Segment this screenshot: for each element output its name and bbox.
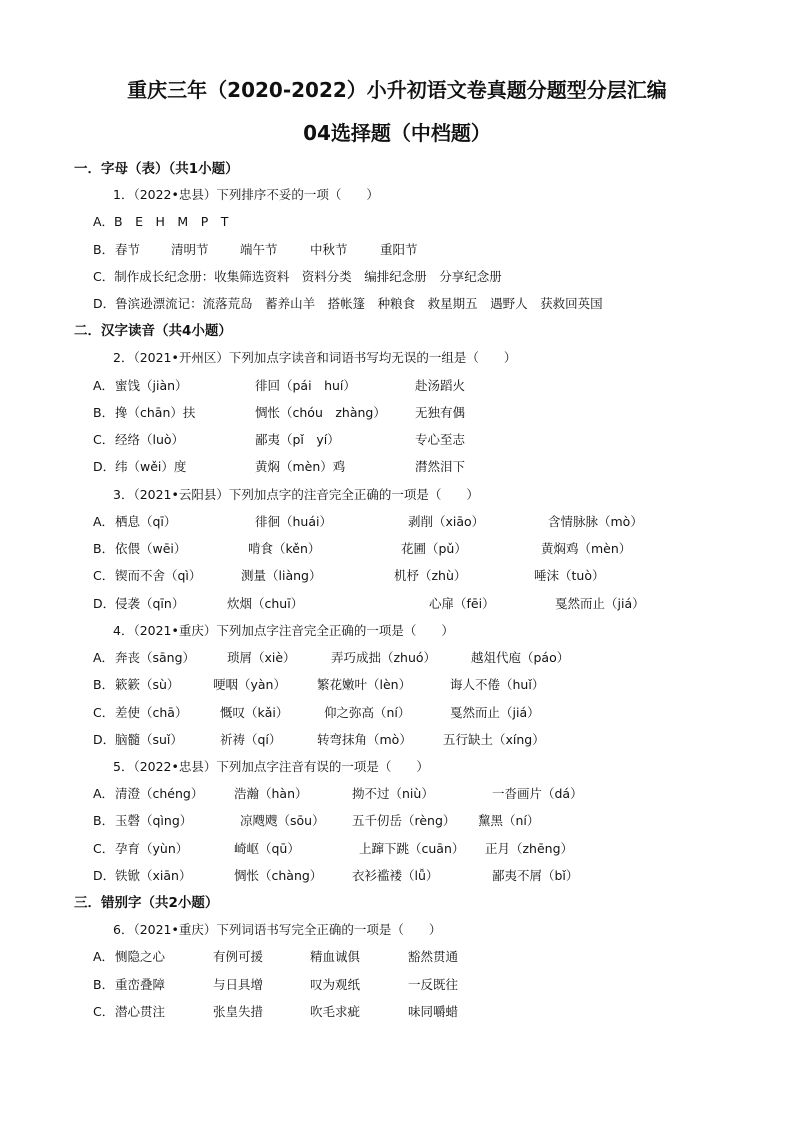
option-item: 清明节 xyxy=(171,242,209,257)
option-item: 与日具增 xyxy=(213,977,264,992)
option-item: 炊烟（chuī） xyxy=(227,596,304,611)
option-item: 鄙夷（pǐ yí） xyxy=(255,432,340,447)
option-d xyxy=(93,595,713,613)
option-label: C． xyxy=(93,705,115,720)
option-a xyxy=(93,377,713,395)
option-b xyxy=(93,540,713,558)
option-item: 黄焖鸡（mèn） xyxy=(541,541,632,556)
option-item: 戛然而止（jiá） xyxy=(450,705,540,720)
option-a xyxy=(93,649,713,667)
option-item: 专心至志 xyxy=(415,432,466,447)
option-item: 中秋节 xyxy=(310,242,348,257)
option-item: 上蹿下跳（cuān） xyxy=(359,841,465,856)
option-label: A． xyxy=(93,378,115,393)
option-item: 崎岖（qū） xyxy=(234,841,300,856)
option-item: 惆怅（chàng） xyxy=(234,868,323,883)
option-item: 惆怅（chóu zhàng） xyxy=(255,405,386,420)
option-item: 祈祷（qí） xyxy=(220,732,282,747)
question-stem: 6．（2021•重庆）下列词语书写完全正确的一项是（ ） xyxy=(113,922,442,937)
option-item: 拗不过（niù） xyxy=(352,786,434,801)
option-label: B． xyxy=(93,405,115,420)
option-item: 心扉（fēi） xyxy=(429,596,495,611)
option-item: 张皇失措 xyxy=(213,1004,264,1019)
option-item: 恻隐之心 xyxy=(115,949,166,964)
option-c xyxy=(93,840,713,858)
option-item: 叹为观纸 xyxy=(310,977,361,992)
option-item: 繁花嫩叶（lèn） xyxy=(317,677,412,692)
option-item: 重阳节 xyxy=(380,242,418,257)
option-item: 玉磬（qìng） xyxy=(115,813,193,828)
option-item: 徘徊（huái） xyxy=(255,514,332,529)
section-heading: 一．字母（表）（共1小题） xyxy=(74,161,239,177)
option-item: 哽咽（yàn） xyxy=(213,677,286,692)
option-item: 五千仞岳（rèng） xyxy=(352,813,456,828)
option-item: 转弯抹角（mò） xyxy=(317,732,412,747)
option-item: 一沓画片（dá） xyxy=(492,786,583,801)
option-item: 春节 xyxy=(115,242,141,257)
option-item: 凉飕飕（sōu） xyxy=(240,813,325,828)
option-label: C． xyxy=(93,568,115,583)
option-item: 仰之弥高（ní） xyxy=(324,705,411,720)
option-item: 潜心贯注 xyxy=(115,1004,166,1019)
question-stem: 3．（2021•云阳县）下列加点字的注音完全正确的一项是（ ） xyxy=(113,487,479,502)
option-b xyxy=(93,676,713,694)
option-b xyxy=(93,404,713,422)
option-item: 清澄（chéng） xyxy=(115,786,204,801)
option-item: 栖息（qī） xyxy=(115,514,177,529)
option-item: 琐屑（xiè） xyxy=(227,650,296,665)
option-item: 啃食（kěn） xyxy=(248,541,321,556)
section-heading: 二．汉字读音（共4小题） xyxy=(74,323,232,339)
option-label: B． xyxy=(93,541,115,556)
option-c xyxy=(93,704,713,722)
option-item: 潸然泪下 xyxy=(415,459,466,474)
option-label: A． xyxy=(93,949,115,964)
option-item: 侵袭（qīn） xyxy=(115,596,185,611)
option-item: 有例可援 xyxy=(213,949,264,964)
option-label: C．制作成长纪念册：收集筛选资料 资料分类 编排纪念册 分享纪念册 xyxy=(93,269,502,284)
question-stem: 2．（2021•开州区）下列加点字读音和词语书写均无误的一组是（ ） xyxy=(113,350,517,365)
option-item: 戛然而止（jiá） xyxy=(555,596,645,611)
option-label: A． xyxy=(93,514,115,529)
option-label: B． xyxy=(93,242,115,257)
option-item: 赴汤蹈火 xyxy=(415,378,466,393)
option-label: C． xyxy=(93,1004,115,1019)
option-item: 诲人不倦（huǐ） xyxy=(450,677,545,692)
option-item: 一反既往 xyxy=(408,977,459,992)
option-item: 脑髓（suǐ） xyxy=(115,732,183,747)
option-label: B． xyxy=(93,677,115,692)
option-item: 精血诚俱 xyxy=(310,949,361,964)
option-item: 黄焖（mèn）鸡 xyxy=(255,459,346,474)
option-d xyxy=(93,731,713,749)
option-item: 剥削（xiāo） xyxy=(408,514,485,529)
option-item: 依偎（wēi） xyxy=(115,541,187,556)
option-item: 味同嚼蜡 xyxy=(408,1004,459,1019)
option-item: 含情脉脉（mò） xyxy=(548,514,643,529)
option-a xyxy=(93,785,713,803)
option-c xyxy=(93,1003,713,1021)
option-label: B． xyxy=(93,977,115,992)
option-c xyxy=(93,268,713,286)
option-b xyxy=(93,241,713,259)
option-item: 越俎代庖（páo） xyxy=(471,650,570,665)
option-label: D．鲁滨逊漂流记：流落荒岛 蓄养山羊 搭帐篷 种粮食 救星期五 遇野人 获救回英国 xyxy=(93,296,603,311)
option-item: 差使（chā） xyxy=(115,705,188,720)
option-label: A．B E H M P T xyxy=(93,214,229,229)
option-c xyxy=(93,431,713,449)
option-item: 豁然贯通 xyxy=(408,949,459,964)
option-a xyxy=(93,513,713,531)
option-item: 锲而不舍（qì） xyxy=(115,568,202,583)
option-item: 弄巧成拙（zhuó） xyxy=(331,650,437,665)
option-item: 无独有偶 xyxy=(415,405,466,420)
option-label: D． xyxy=(93,868,116,883)
option-label: A． xyxy=(93,650,115,665)
option-item: 浩瀚（hàn） xyxy=(234,786,308,801)
question-stem: 1．（2022•忠县）下列排序不妥的一项（ ） xyxy=(113,187,379,202)
question-stem: 5．（2022•忠县）下列加点字注音有误的一项是（ ） xyxy=(113,759,429,774)
option-item: 孕育（yùn） xyxy=(115,841,189,856)
option-item: 黧黑（ní） xyxy=(478,813,540,828)
option-label: D． xyxy=(93,596,116,611)
option-b xyxy=(93,812,713,830)
option-item: 铁锨（xiān） xyxy=(115,868,192,883)
option-label: D． xyxy=(93,732,116,747)
option-a xyxy=(93,948,713,966)
option-item: 慨叹（kǎi） xyxy=(220,705,289,720)
option-item: 衣衫褴褛（lǚ） xyxy=(352,868,439,883)
option-item: 吹毛求疵 xyxy=(310,1004,361,1019)
option-item: 花圃（pǔ） xyxy=(401,541,467,556)
option-d xyxy=(93,458,713,476)
option-item: 奔丧（sāng） xyxy=(115,650,196,665)
option-item: 搀（chān）扶 xyxy=(115,405,196,420)
option-item: 端午节 xyxy=(240,242,278,257)
option-item: 簌簌（sù） xyxy=(115,677,180,692)
option-item: 蜜饯（jiàn） xyxy=(115,378,188,393)
option-b xyxy=(93,976,713,994)
option-item: 徘回（pái huí） xyxy=(255,378,356,393)
document-subtitle: 04选择题（中档题） xyxy=(303,121,491,145)
option-d xyxy=(93,867,713,885)
option-label: A． xyxy=(93,786,115,801)
document-title: 重庆三年（2020-2022）小升初语文卷真题分题型分层汇编 xyxy=(127,78,667,102)
option-label: C． xyxy=(93,841,115,856)
question-stem: 4．（2021•重庆）下列加点字注音完全正确的一项是（ ） xyxy=(113,623,454,638)
option-label: B． xyxy=(93,813,115,828)
option-item: 正月（zhēng） xyxy=(485,841,574,856)
option-label: D． xyxy=(93,459,116,474)
option-label: C． xyxy=(93,432,115,447)
option-item: 机杼（zhù） xyxy=(394,568,467,583)
option-c xyxy=(93,567,713,585)
option-item: 五行缺土（xíng） xyxy=(443,732,545,747)
option-item: 经络（luò） xyxy=(115,432,185,447)
option-item: 鄙夷不屑（bǐ） xyxy=(492,868,579,883)
option-item: 纬（wěi）度 xyxy=(115,459,187,474)
section-heading: 三．错别字（共2小题） xyxy=(74,895,219,911)
option-item: 测量（liàng） xyxy=(241,568,322,583)
option-a xyxy=(93,213,713,231)
option-item: 唾沫（tuò） xyxy=(534,568,605,583)
option-d xyxy=(93,295,713,313)
option-item: 重峦叠障 xyxy=(115,977,166,992)
